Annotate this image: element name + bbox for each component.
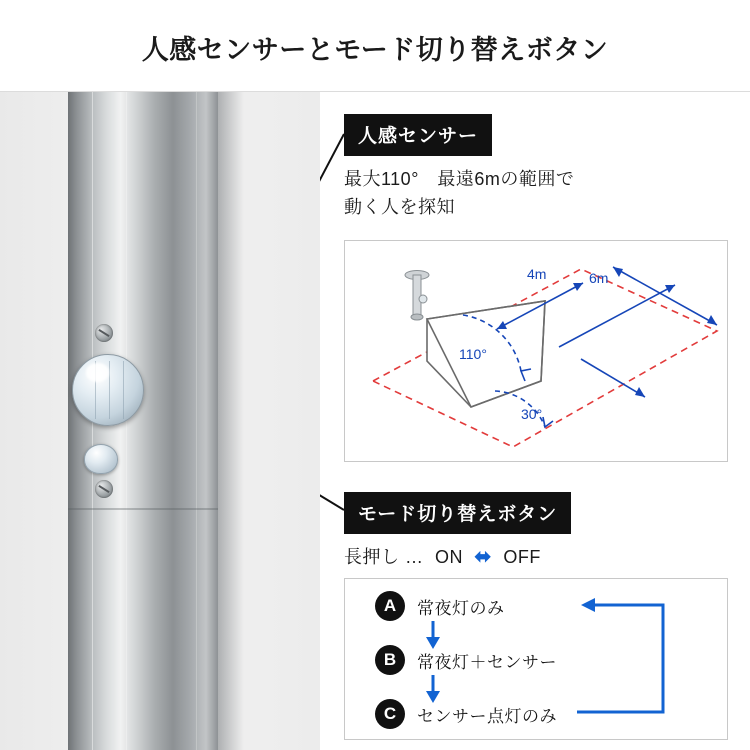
label-4m: 4m [527, 266, 547, 282]
pole-icon [405, 271, 429, 321]
page-header [0, 0, 750, 92]
mode-row [375, 699, 557, 729]
detection-range-diagram [344, 240, 728, 462]
mode-switch-button[interactable] [84, 444, 118, 474]
label-6m: 6m [589, 270, 609, 286]
label-110deg: 110° [459, 346, 487, 362]
range-diagram-svg [345, 241, 727, 461]
mode-badge-a: A [375, 591, 405, 621]
mode-label-a: 常夜灯のみ [417, 598, 505, 618]
screw-top [95, 324, 113, 342]
pole-joint-line [68, 508, 218, 510]
sensor-description [344, 166, 744, 222]
sensor-description-line1: 最大110° 最遠6mの範囲で [344, 169, 575, 189]
on-label: ON [435, 547, 464, 567]
pole-seam-right [196, 92, 197, 750]
mode-tag: モード切り替えボタン [344, 492, 571, 534]
dome-ridge-1 [95, 361, 96, 419]
sensor-description-line2: 動く人を探知 [344, 196, 455, 217]
page-title: 人感センサーとモード切り替えボタン [141, 35, 609, 65]
mode-badge-b: B [375, 645, 405, 675]
dome-ridge-2 [109, 361, 110, 419]
screw-bottom [95, 480, 113, 498]
mode-row [375, 591, 505, 621]
product-photo [0, 92, 320, 750]
mode-label-b: 常夜灯＋センサー [417, 652, 557, 672]
mode-row [375, 645, 557, 675]
sensor-tag: 人感センサー [344, 114, 492, 156]
label-30deg: 30° [521, 406, 543, 422]
motion-sensor-dome [72, 354, 144, 426]
mode-sequence-panel [344, 578, 728, 740]
pole-shadow [218, 92, 244, 750]
info-column [320, 92, 750, 750]
off-label: OFF [503, 547, 541, 567]
swap-arrow-icon: ⬌ [474, 546, 492, 568]
mode-label-c: センサー点灯のみ [417, 706, 557, 726]
press-dots: … [405, 547, 424, 567]
press-label: 長押し [344, 547, 400, 567]
mode-press-description [344, 542, 744, 573]
dome-ridge-3 [123, 361, 124, 419]
mode-badge-c: C [375, 699, 405, 729]
